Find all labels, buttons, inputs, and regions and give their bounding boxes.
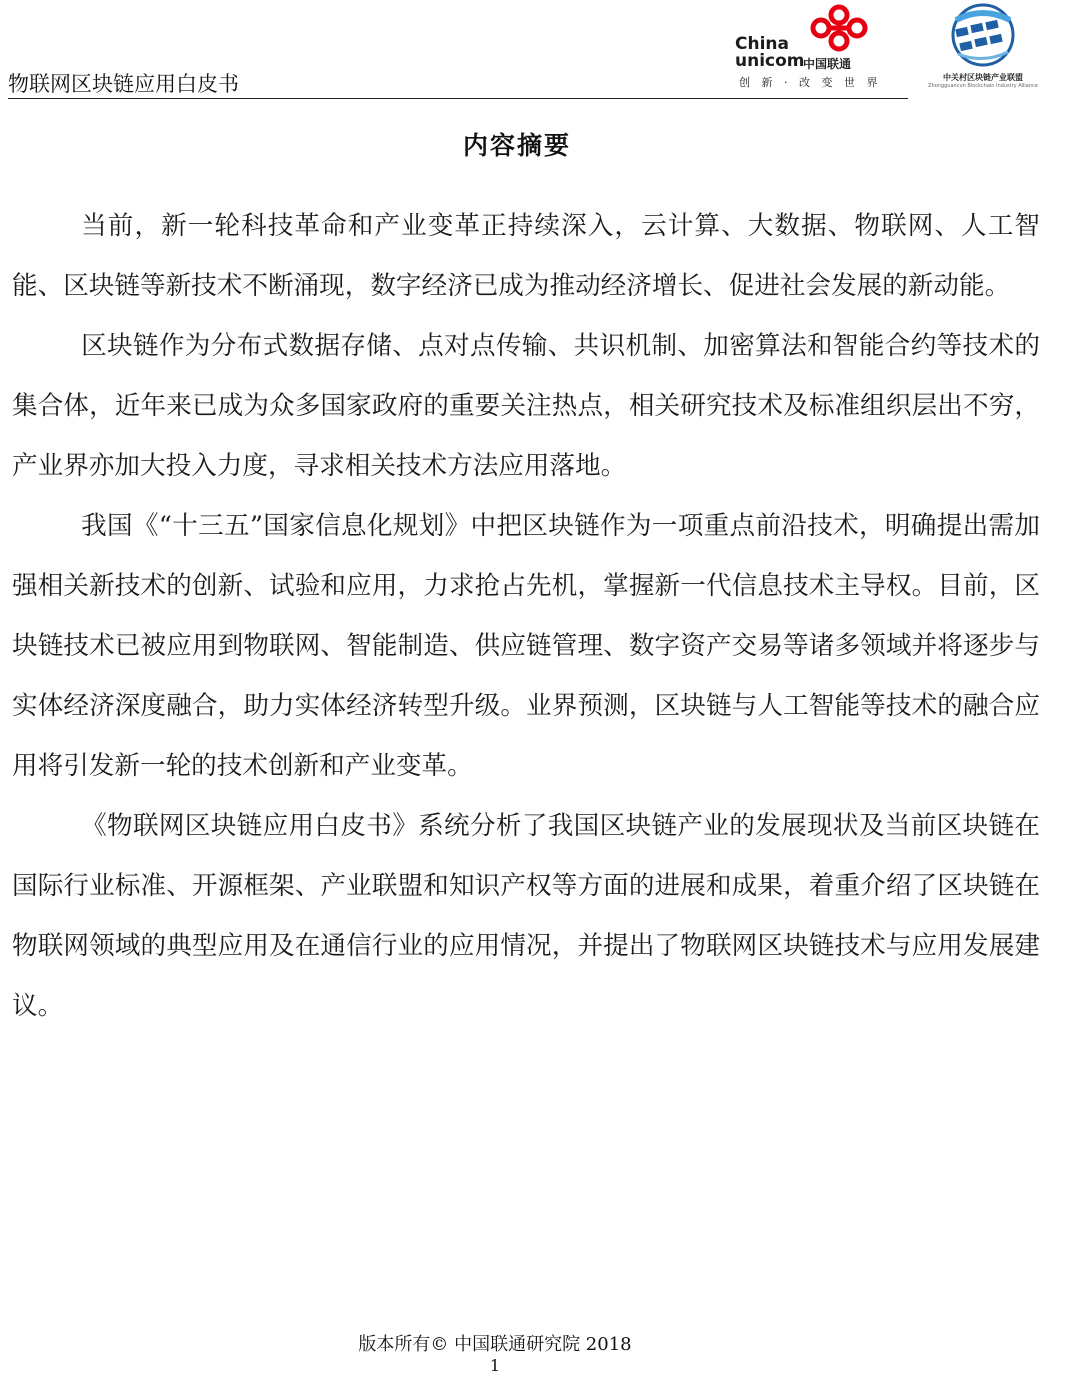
alliance-chinese-name: 中关村区块链产业联盟 — [943, 73, 1023, 82]
unicom-english-name: China unicom — [735, 34, 805, 71]
paragraph: 我国《“十三五”国家信息化规划》中把区块链作为一项重点前沿技术，明确提出需加强相关新技术的创新、试验和应用，力求抢占先机，掌握新一代信息技术主导权。目前，区块链技术已被应用到物联网、智能制造、供应链管理、数字资产交易等诸多领域并将逐步与实体经济深度融合，助力实体经济转型升级。业界预测，区块链与人工智能等技术的融合应用将引发新一轮的技术创新和产业变革。 — [12, 511, 1040, 781]
unicom-chinese-name: 中国联通 — [803, 57, 852, 71]
zgc-blockchain-alliance-logo — [922, 2, 1042, 92]
page-title: 内容摘要 — [462, 131, 571, 160]
paragraph: 《物联网区块链应用白皮书》系统分析了我国区块链产业的发展现状及当前区块链在国际行业标准、开源框架、产业联盟和知识产权等方面的进展和成果，着重介绍了区块链在物联网领域的典型应用及在通信行业的应用情况，并提出了物联网区块链技术与应用发展建议。 — [12, 811, 1040, 1021]
china-unicom-logo — [735, 4, 895, 92]
unicom-slogan: 创 新 · 改 变 世 界 — [739, 76, 882, 89]
paragraph: 当前，新一轮科技革命和产业变革正持续深入，云计算、大数据、物联网、人工智能、区块链等新技术不断涌现，数字经济已成为推动经济增长、促进社会发展的新动能。 — [12, 211, 1040, 301]
header-divider — [8, 98, 908, 99]
blockchain-globe-icon — [938, 2, 1028, 68]
alliance-english-name: Zhongguancun Blockchain Industry Alliance — [928, 83, 1038, 89]
footer-copyright: 版本所有© 中国联通研究院 2018 — [358, 1334, 632, 1355]
page-number: 1 — [489, 1356, 501, 1375]
running-header-title: 物联网区块链应用白皮书 — [8, 72, 239, 96]
paragraph: 区块链作为分布式数据存储、点对点传输、共识机制、加密算法和智能合约等技术的集合体，近年来已成为众多国家政府的重要关注热点，相关研究技术及标准组织层出不穷，产业界亦加大投入力度，寻求相关技术方法应用落地。 — [12, 331, 1040, 481]
unicom-knot-icon — [807, 4, 871, 52]
abstract-body — [12, 196, 1040, 1036]
